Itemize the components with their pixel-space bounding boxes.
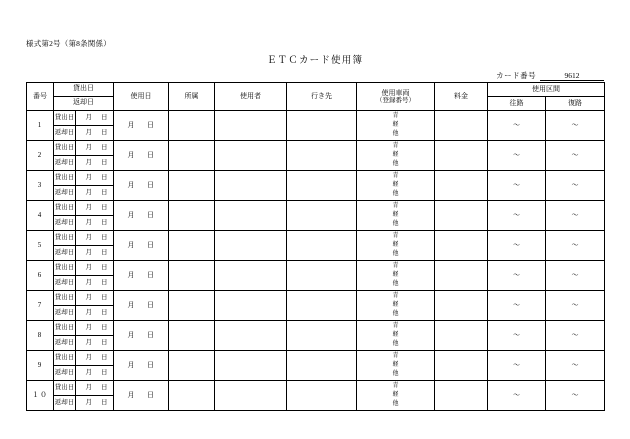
- vehicle-option-1[interactable]: 青: [392, 233, 399, 240]
- row-number: 6: [27, 261, 54, 291]
- lend-day: 日: [101, 294, 108, 302]
- cell-outbound[interactable]: ～: [488, 231, 546, 261]
- use-month: 月: [127, 270, 135, 279]
- table-body: [27, 111, 605, 411]
- header-vehicle-line1: 使用車両: [381, 88, 410, 97]
- table-row: [27, 111, 605, 141]
- lend-label: 貸出日: [54, 351, 76, 365]
- header-vehicle-line2: （登録番号）: [376, 96, 415, 104]
- table-row: [27, 351, 605, 381]
- cell-outbound[interactable]: ～: [488, 321, 546, 351]
- card-number-label: カード番号: [496, 71, 537, 80]
- lend-month: 月: [85, 384, 92, 392]
- vehicle-option-2[interactable]: 軽: [392, 212, 399, 219]
- return-label: 返却日: [54, 306, 76, 321]
- cell-dept[interactable]: [169, 381, 215, 411]
- cell-outbound[interactable]: ～: [488, 171, 546, 201]
- cell-lend-return[interactable]: [54, 351, 114, 381]
- cell-inbound[interactable]: ～: [546, 111, 605, 141]
- cell-lend-return[interactable]: [54, 171, 114, 201]
- lend-month: 月: [85, 234, 92, 242]
- vehicle-option-2[interactable]: 軽: [392, 332, 399, 339]
- vehicle-option-3[interactable]: 他: [392, 370, 399, 377]
- table-row: [27, 291, 605, 321]
- lend-label: 貸出日: [54, 141, 76, 155]
- header-outbound: 往路: [488, 97, 546, 111]
- cell-user[interactable]: [215, 351, 287, 381]
- return-label: 返却日: [54, 336, 76, 351]
- return-day: 日: [101, 159, 108, 167]
- lend-month: 月: [85, 144, 92, 152]
- cell-fee[interactable]: [435, 111, 488, 141]
- cell-user[interactable]: [215, 141, 287, 171]
- cell-lend-return[interactable]: [54, 141, 114, 171]
- cell-vehicle[interactable]: [357, 261, 435, 291]
- row-number: 2: [27, 141, 54, 171]
- vehicle-option-3[interactable]: 他: [392, 280, 399, 287]
- cell-destination[interactable]: [287, 141, 357, 171]
- vehicle-option-2[interactable]: 軽: [392, 122, 399, 129]
- return-label: 返却日: [54, 156, 76, 171]
- cell-inbound[interactable]: ～: [546, 261, 605, 291]
- table-row: [27, 381, 605, 411]
- cell-destination[interactable]: [287, 351, 357, 381]
- cell-dept[interactable]: [169, 321, 215, 351]
- vehicle-option-1[interactable]: 青: [392, 293, 399, 300]
- table-row: [27, 231, 605, 261]
- lend-month: 月: [85, 114, 92, 122]
- header-destination: 行き先: [287, 83, 357, 111]
- cell-user[interactable]: [215, 111, 287, 141]
- cell-fee[interactable]: [435, 291, 488, 321]
- vehicle-option-2[interactable]: 軽: [392, 272, 399, 279]
- card-number-field: [496, 70, 604, 81]
- page-title: ＥＴＣカード使用簿: [266, 56, 364, 66]
- cell-lend-return[interactable]: [54, 201, 114, 231]
- return-month: 月: [85, 339, 92, 347]
- header-lend-date: 貸出日: [54, 83, 113, 97]
- cell-dept[interactable]: [169, 291, 215, 321]
- lend-label: 貸出日: [54, 321, 76, 335]
- lend-month: 月: [85, 354, 92, 362]
- vehicle-option-3[interactable]: 他: [392, 310, 399, 317]
- lend-month: 月: [85, 174, 92, 182]
- vehicle-option-1[interactable]: 青: [392, 113, 399, 120]
- cell-vehicle[interactable]: [357, 111, 435, 141]
- vehicle-option-2[interactable]: 軽: [392, 302, 399, 309]
- cell-user[interactable]: [215, 261, 287, 291]
- vehicle-option-1[interactable]: 青: [392, 353, 399, 360]
- cell-lend-return[interactable]: [54, 321, 114, 351]
- lend-day: 日: [101, 114, 108, 122]
- cell-dept[interactable]: [169, 231, 215, 261]
- return-month: 月: [85, 309, 92, 317]
- use-month: 月: [127, 390, 135, 399]
- cell-destination[interactable]: [287, 321, 357, 351]
- header-inbound: 復路: [546, 97, 605, 111]
- return-label: 返却日: [54, 186, 76, 201]
- vehicle-option-3[interactable]: 他: [392, 130, 399, 137]
- lend-day: 日: [101, 324, 108, 332]
- cell-destination[interactable]: [287, 111, 357, 141]
- cell-use-date[interactable]: [114, 111, 169, 141]
- lend-label: 貸出日: [54, 381, 76, 395]
- cell-user[interactable]: [215, 381, 287, 411]
- cell-user[interactable]: [215, 171, 287, 201]
- cell-fee[interactable]: [435, 141, 488, 171]
- cell-fee[interactable]: [435, 261, 488, 291]
- lend-label: 貸出日: [54, 231, 76, 245]
- return-label: 返却日: [54, 126, 76, 141]
- cell-vehicle[interactable]: [357, 171, 435, 201]
- return-month: 月: [85, 279, 92, 287]
- cell-vehicle[interactable]: [357, 201, 435, 231]
- header-user: 使用者: [215, 83, 287, 111]
- lend-label: 貸出日: [54, 171, 76, 185]
- return-month: 月: [85, 399, 92, 407]
- cell-outbound[interactable]: ～: [488, 111, 546, 141]
- lend-day: 日: [101, 384, 108, 392]
- cell-lend-return[interactable]: [54, 291, 114, 321]
- use-day: 日: [147, 150, 155, 159]
- header-use-date: 使用日: [114, 83, 169, 111]
- cell-use-date[interactable]: [114, 261, 169, 291]
- return-day: 日: [101, 189, 108, 197]
- vehicle-option-1[interactable]: 青: [392, 263, 399, 270]
- cell-fee[interactable]: [435, 381, 488, 411]
- cell-dept[interactable]: [169, 351, 215, 381]
- vehicle-option-1[interactable]: 青: [392, 203, 399, 210]
- vehicle-option-3[interactable]: 他: [392, 250, 399, 257]
- cell-vehicle[interactable]: [357, 141, 435, 171]
- return-day: 日: [101, 249, 108, 257]
- cell-dept[interactable]: [169, 261, 215, 291]
- cell-outbound[interactable]: ～: [488, 291, 546, 321]
- card-number-value[interactable]: 9612: [540, 71, 604, 81]
- use-day: 日: [147, 180, 155, 189]
- vehicle-option-2[interactable]: 軽: [392, 362, 399, 369]
- cell-vehicle[interactable]: [357, 291, 435, 321]
- lend-label: 貸出日: [54, 201, 76, 215]
- use-month: 月: [127, 120, 135, 129]
- return-day: 日: [101, 369, 108, 377]
- return-day: 日: [101, 309, 108, 317]
- vehicle-option-3[interactable]: 他: [392, 160, 399, 167]
- vehicle-option-2[interactable]: 軽: [392, 392, 399, 399]
- cell-vehicle[interactable]: [357, 321, 435, 351]
- lend-day: 日: [101, 264, 108, 272]
- return-day: 日: [101, 219, 108, 227]
- lend-day: 日: [101, 174, 108, 182]
- row-number: １０: [27, 381, 54, 411]
- cell-outbound[interactable]: ～: [488, 201, 546, 231]
- vehicle-option-2[interactable]: 軽: [392, 182, 399, 189]
- cell-inbound[interactable]: ～: [546, 321, 605, 351]
- lend-label: 貸出日: [54, 261, 76, 275]
- cell-lend-return[interactable]: [54, 381, 114, 411]
- return-day: 日: [101, 399, 108, 407]
- vehicle-option-1[interactable]: 青: [392, 143, 399, 150]
- table-header: [27, 83, 605, 111]
- cell-use-date[interactable]: [114, 201, 169, 231]
- header-dept: 所属: [169, 83, 215, 111]
- cell-fee[interactable]: [435, 201, 488, 231]
- vehicle-option-2[interactable]: 軽: [392, 152, 399, 159]
- cell-user[interactable]: [215, 291, 287, 321]
- cell-outbound[interactable]: ～: [488, 351, 546, 381]
- lend-day: 日: [101, 204, 108, 212]
- header-lend-return: [54, 83, 114, 111]
- lend-label: 貸出日: [54, 291, 76, 305]
- vehicle-option-1[interactable]: 青: [392, 383, 399, 390]
- cell-use-date[interactable]: [114, 171, 169, 201]
- cell-vehicle[interactable]: [357, 381, 435, 411]
- cell-fee[interactable]: [435, 171, 488, 201]
- cell-user[interactable]: [215, 321, 287, 351]
- cell-outbound[interactable]: ～: [488, 261, 546, 291]
- form-code: 様式第2号（第8条関係）: [26, 39, 111, 48]
- header-section: [488, 83, 605, 97]
- vehicle-option-3[interactable]: 他: [392, 190, 399, 197]
- header-return-date: 返却日: [73, 98, 94, 107]
- use-month: 月: [127, 360, 135, 369]
- row-number: 3: [27, 171, 54, 201]
- return-month: 月: [85, 189, 92, 197]
- return-label: 返却日: [54, 216, 76, 231]
- use-day: 日: [147, 120, 155, 129]
- table-row: [27, 141, 605, 171]
- row-number: 5: [27, 231, 54, 261]
- cell-use-date[interactable]: [114, 291, 169, 321]
- return-label: 返却日: [54, 366, 76, 381]
- cell-use-date[interactable]: [114, 231, 169, 261]
- return-label: 返却日: [54, 246, 76, 261]
- cell-fee[interactable]: [435, 231, 488, 261]
- cell-user[interactable]: [215, 231, 287, 261]
- use-month: 月: [127, 210, 135, 219]
- vehicle-option-3[interactable]: 他: [392, 340, 399, 347]
- use-month: 月: [127, 330, 135, 339]
- cell-inbound[interactable]: ～: [546, 291, 605, 321]
- cell-inbound[interactable]: ～: [546, 171, 605, 201]
- cell-lend-return[interactable]: [54, 231, 114, 261]
- return-month: 月: [85, 219, 92, 227]
- header-section-label: 使用区間: [532, 84, 560, 93]
- cell-dept[interactable]: [169, 201, 215, 231]
- cell-fee[interactable]: [435, 321, 488, 351]
- vehicle-option-2[interactable]: 軽: [392, 242, 399, 249]
- use-day: 日: [147, 390, 155, 399]
- row-number: 9: [27, 351, 54, 381]
- cell-lend-return[interactable]: [54, 111, 114, 141]
- cell-destination[interactable]: [287, 231, 357, 261]
- return-month: 月: [85, 159, 92, 167]
- row-number: 1: [27, 111, 54, 141]
- return-label: 返却日: [54, 276, 76, 291]
- use-month: 月: [127, 180, 135, 189]
- return-month: 月: [85, 129, 92, 137]
- use-month: 月: [127, 240, 135, 249]
- cell-use-date[interactable]: [114, 381, 169, 411]
- cell-inbound[interactable]: ～: [546, 201, 605, 231]
- cell-outbound[interactable]: ～: [488, 141, 546, 171]
- use-day: 日: [147, 240, 155, 249]
- return-day: 日: [101, 129, 108, 137]
- return-day: 日: [101, 279, 108, 287]
- cell-vehicle[interactable]: [357, 351, 435, 381]
- cell-user[interactable]: [215, 201, 287, 231]
- use-day: 日: [147, 300, 155, 309]
- header-no: 番号: [27, 83, 54, 111]
- cell-use-date[interactable]: [114, 141, 169, 171]
- cell-dept[interactable]: [169, 111, 215, 141]
- cell-inbound[interactable]: ～: [546, 231, 605, 261]
- table-row: [27, 321, 605, 351]
- return-label: 返却日: [54, 396, 76, 411]
- table-row: [27, 171, 605, 201]
- vehicle-option-1[interactable]: 青: [392, 323, 399, 330]
- row-number: 8: [27, 321, 54, 351]
- cell-dept[interactable]: [169, 171, 215, 201]
- cell-inbound[interactable]: ～: [546, 351, 605, 381]
- row-number: 7: [27, 291, 54, 321]
- cell-dept[interactable]: [169, 141, 215, 171]
- cell-use-date[interactable]: [114, 321, 169, 351]
- lend-label: 貸出日: [54, 111, 76, 125]
- vehicle-option-3[interactable]: 他: [392, 400, 399, 407]
- cell-inbound[interactable]: ～: [546, 141, 605, 171]
- use-day: 日: [147, 360, 155, 369]
- cell-destination[interactable]: [287, 171, 357, 201]
- etc-usage-table: [26, 82, 605, 411]
- lend-month: 月: [85, 204, 92, 212]
- return-day: 日: [101, 339, 108, 347]
- header-fee: 料金: [435, 83, 488, 111]
- lend-month: 月: [85, 264, 92, 272]
- return-month: 月: [85, 369, 92, 377]
- use-day: 日: [147, 330, 155, 339]
- header-row-main: [27, 83, 605, 97]
- cell-outbound[interactable]: ～: [488, 381, 546, 411]
- lend-day: 日: [101, 144, 108, 152]
- lend-day: 日: [101, 354, 108, 362]
- cell-destination[interactable]: [287, 381, 357, 411]
- use-day: 日: [147, 210, 155, 219]
- return-month: 月: [85, 249, 92, 257]
- cell-destination[interactable]: [287, 261, 357, 291]
- vehicle-option-1[interactable]: 青: [392, 173, 399, 180]
- lend-month: 月: [85, 294, 92, 302]
- cell-inbound[interactable]: ～: [546, 381, 605, 411]
- use-day: 日: [147, 270, 155, 279]
- row-number: 4: [27, 201, 54, 231]
- lend-month: 月: [85, 324, 92, 332]
- cell-vehicle[interactable]: [357, 231, 435, 261]
- cell-fee[interactable]: [435, 351, 488, 381]
- table-row: [27, 201, 605, 231]
- cell-lend-return[interactable]: [54, 261, 114, 291]
- lend-day: 日: [101, 234, 108, 242]
- vehicle-option-3[interactable]: 他: [392, 220, 399, 227]
- use-month: 月: [127, 300, 135, 309]
- cell-destination[interactable]: [287, 201, 357, 231]
- use-month: 月: [127, 150, 135, 159]
- cell-destination[interactable]: [287, 291, 357, 321]
- table-row: [27, 261, 605, 291]
- header-vehicle: [357, 83, 435, 111]
- cell-use-date[interactable]: [114, 351, 169, 381]
